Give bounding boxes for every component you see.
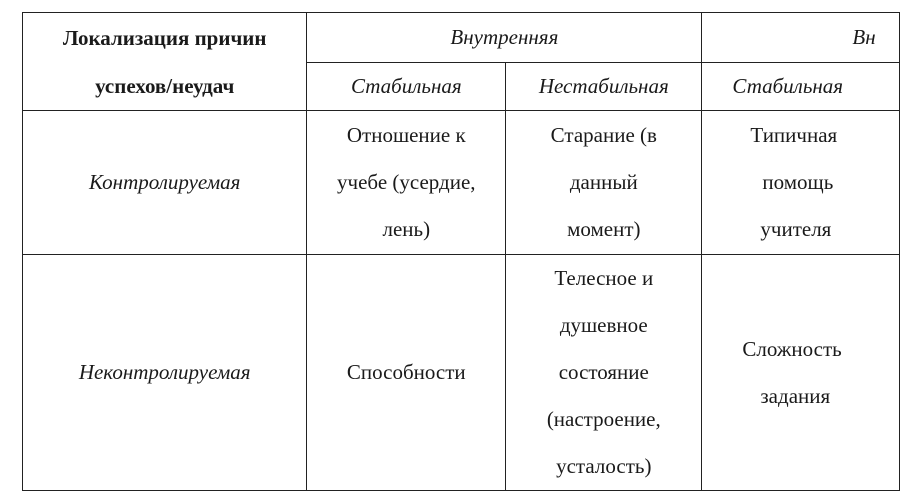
cell-line: лень) bbox=[382, 217, 431, 241]
attribution-table bbox=[22, 12, 900, 491]
corner-header-line2: успехов/неудач bbox=[95, 73, 235, 98]
corner-header-cell bbox=[23, 13, 307, 111]
corner-header-line1: Локализация причин bbox=[62, 25, 267, 50]
cell-line: Старание (в bbox=[550, 123, 657, 147]
row-controllable bbox=[23, 111, 900, 255]
header-row-1 bbox=[23, 13, 900, 63]
cell-line: учебе (усердие, bbox=[337, 170, 476, 194]
cell-uncontrollable-internal-unstable bbox=[506, 255, 702, 491]
cell-line: задания bbox=[760, 383, 831, 408]
row-label-uncontrollable: Неконтролируемая bbox=[23, 255, 307, 491]
cell-line: Способности bbox=[346, 360, 466, 384]
cell-controllable-internal-stable bbox=[307, 111, 506, 255]
cell-line: Телесное и bbox=[554, 266, 654, 290]
cell-line: данный bbox=[569, 170, 638, 194]
cell-line: Типичная bbox=[750, 123, 838, 147]
row-label-controllable: Контролируемая bbox=[23, 111, 307, 255]
cell-line: Отношение к bbox=[346, 123, 466, 147]
cell-uncontrollable-external-stable bbox=[702, 255, 900, 491]
group-header-internal: Внутренняя bbox=[307, 13, 702, 63]
subheader-internal-unstable: Нестабильная bbox=[506, 63, 702, 111]
cell-controllable-external-stable bbox=[702, 111, 900, 255]
group-header-external: Вн bbox=[702, 13, 900, 63]
cell-line: состояние bbox=[558, 360, 649, 384]
row-uncontrollable bbox=[23, 255, 900, 491]
cell-line: момент) bbox=[567, 217, 641, 241]
cell-controllable-internal-unstable bbox=[506, 111, 702, 255]
cell-line: Сложность bbox=[742, 336, 842, 361]
cell-line: (настроение, bbox=[546, 407, 661, 431]
cell-line: помощь bbox=[762, 170, 834, 194]
subheader-internal-stable: Стабильная bbox=[307, 63, 506, 111]
cell-uncontrollable-internal-stable bbox=[307, 255, 506, 491]
cell-line: учителя bbox=[760, 217, 832, 241]
cell-line: усталость) bbox=[556, 454, 652, 478]
cell-line: душевное bbox=[559, 313, 648, 337]
subheader-external-stable: Стабильная bbox=[702, 63, 900, 111]
